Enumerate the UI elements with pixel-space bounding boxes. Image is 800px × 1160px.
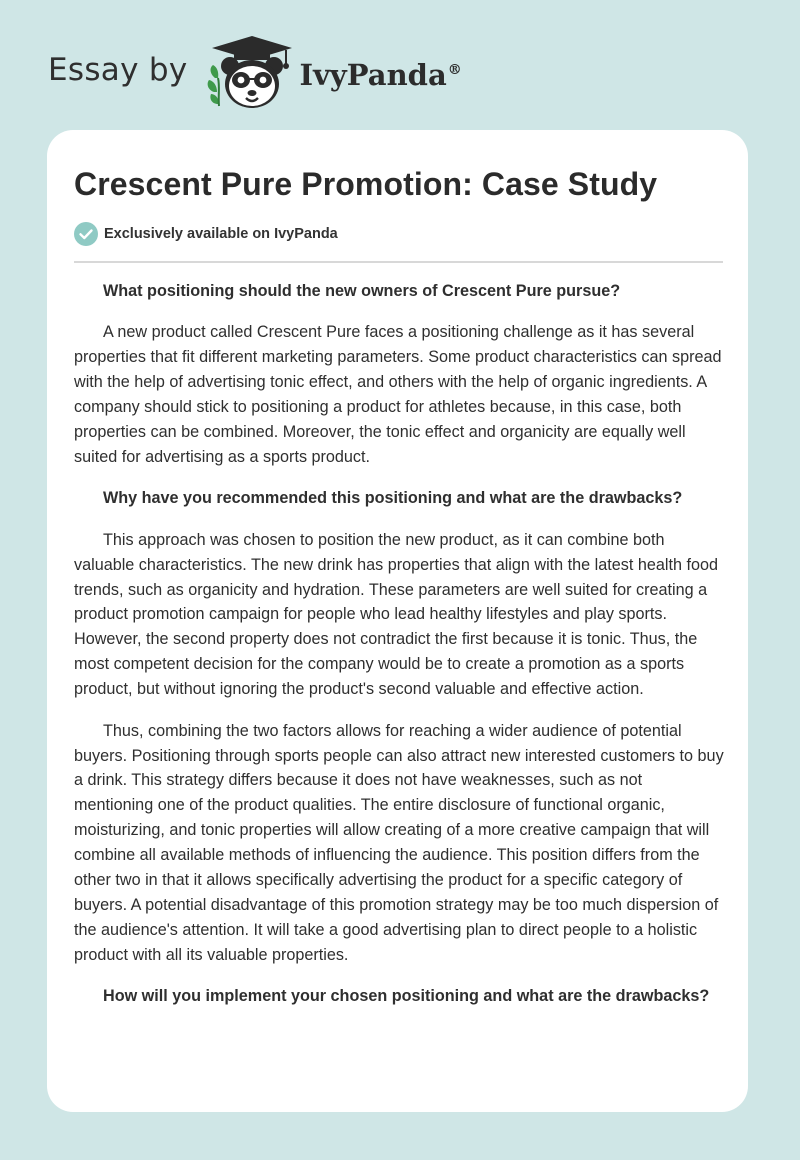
essay-card xyxy=(47,130,748,1112)
exclusive-badge xyxy=(74,222,338,246)
body-paragraph: A new product called Crescent Pure faces a positioning challenge as it has several properties that fit different marketing parameters. Some product characteristics can spread with the help of advertising tonic effect, and others with the help of organic ingredients. A company should stick to positioning a product for athletes because, in this case, both properties can be combined. Moreover, the tonic effect and organicity are equally well suited for advertising as a sports product. xyxy=(74,323,722,466)
body-paragraph: This approach was chosen to position the new product, as it can combine both valuable characteristics. The new drink has properties that align with the latest health food trends, such as organicity and hydration. These parameters are well suited for creating a product promotion campaign for people who lead healthy lifestyles and play sports. However, the second property does not contradict the first because it is tonic. Thus, the most competent decision for the company would be to create a promotion as a sports product, but without ignoring the product's second valuable and effective action. xyxy=(74,530,718,699)
section-question: Why have you recommended this positioning and what are the drawbacks? xyxy=(103,489,683,508)
essay-body xyxy=(74,279,724,1026)
registered-mark: ® xyxy=(447,62,462,79)
section-question: How will you implement your chosen positioning and what are the drawbacks? xyxy=(103,987,710,1006)
panda-logo-icon xyxy=(206,34,298,110)
site-brand[interactable] xyxy=(48,34,462,110)
brand-prefix: Essay by xyxy=(48,52,188,88)
check-circle-icon xyxy=(74,222,98,246)
page-title: Crescent Pure Promotion: Case Study xyxy=(74,166,658,202)
brand-name: IvyPanda® xyxy=(299,58,462,92)
divider xyxy=(74,261,723,263)
body-paragraph: Thus, combining the two factors allows for reaching a wider audience of potential buyers. Positioning through sports people can also attract new interested customers to buy a drink. This strategy differs because it does not have weaknesses, such as not mentioning one of the product qualities. The entire disclosure of functional organic, moisturizing, and tonic properties will allow creating of a more creative campaign that will combine all available methods of influencing the audience. This position differs from the other two in that it allows specifically advertising the product for a specific category of buyers. A potential disadvantage of this promotion strategy may be too much dispersion of the audience's attention. It will take a good advertising plan to direct people to a holistic product with all its valuable properties. xyxy=(74,721,724,964)
badge-label: Exclusively available on IvyPanda xyxy=(104,226,338,242)
section-question: What positioning should the new owners of Crescent Pure pursue? xyxy=(103,282,621,300)
